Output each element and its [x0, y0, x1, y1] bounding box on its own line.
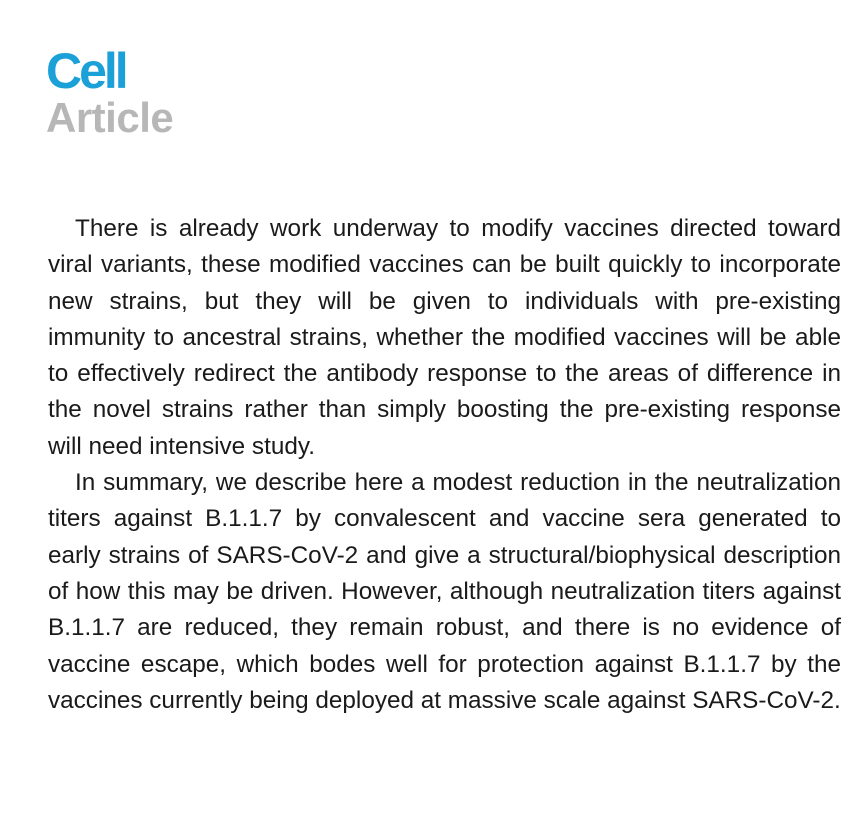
journal-name: Cell: [46, 43, 126, 99]
paragraph-summary: In summary, we describe here a modest reduction in the neutralization titers against B.1.1.7 by convalescent and vaccine sera generated to early strains of SARS-CoV-2 and give a structural/biophysical description of how this may be driven. However, although neutralization titers against B.1.1.7 are reduced, they remain robust, and there is no evidence of vaccine escape, which bodes well for protection against B.1.1.7 by the vaccines currently being deployed at massive scale against SARS-CoV-2.: [48, 469, 841, 714]
journal-header: [46, 43, 174, 141]
body-text: [48, 211, 841, 719]
paragraph-vaccine-modification: There is already work underway to modify vaccines directed toward viral variants, these modified vaccines can be built quickly to incorporate new strains, but they will be given to individuals with pre-existing immunity to ancestral strains, whether the modified vaccines will be able to effectively redirect the antibody response to the areas of difference in the novel strains rather than simply boosting the pre-existing response will need intensive study.: [48, 215, 841, 460]
article-type: Article: [46, 94, 174, 141]
